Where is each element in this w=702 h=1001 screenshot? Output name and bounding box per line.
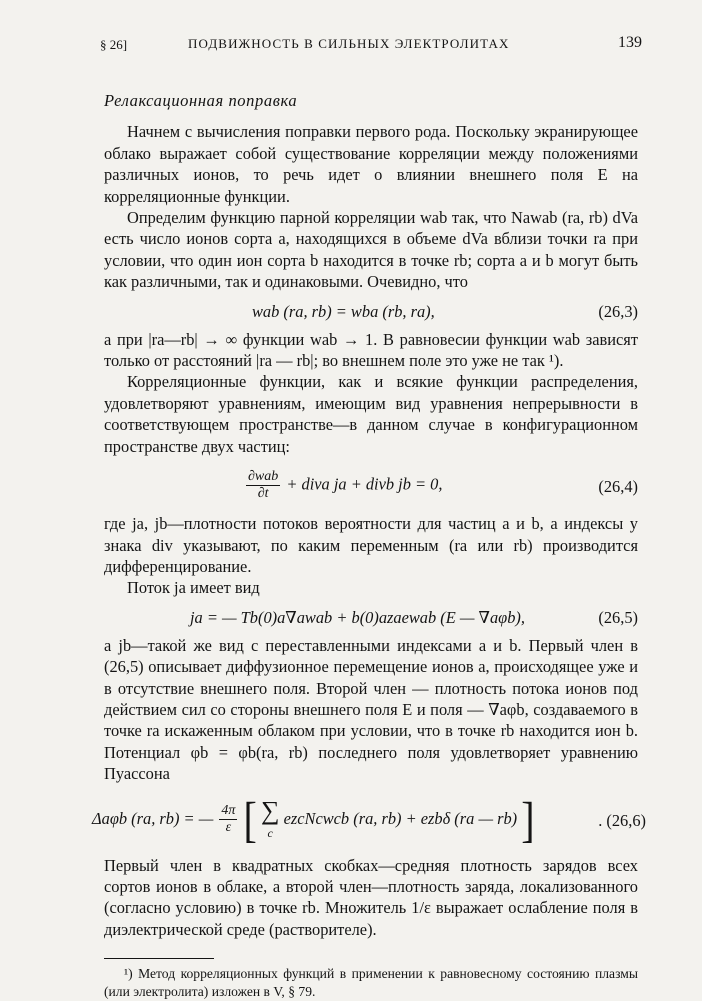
subheading: Релаксационная поправка: [104, 91, 298, 110]
equation-26-5: [104, 605, 638, 629]
equation-26-4: [104, 463, 638, 507]
equation-26-6-body: [92, 790, 535, 848]
equation-26-6-fraction: [219, 803, 237, 836]
equation-26-3-body: wab (ra, rb) = wba (rb, ra),: [252, 301, 435, 321]
section-label: § 26]: [100, 37, 128, 52]
paragraph-3: а при |ra—rb| → ∞ функции wab → 1. В равновесии функции wab зависят только от расстояний |ra — rb|; во внешнем поле это уже не так ¹).: [104, 329, 638, 371]
equation-26-4-rest: + diva ja + divb jb = 0,: [286, 474, 443, 494]
footnote-rule: [104, 958, 214, 959]
running-title: ПОДВИЖНОСТЬ В СИЛЬНЫХ ЭЛЕКТРОЛИТАХ: [188, 36, 510, 51]
equation-26-6-inner: ezcNcwcb (ra, rb) + ezbδ (ra — rb): [283, 808, 518, 828]
paragraph-7: а jb—такой же вид с переставленными индексами a и b. Первый член в (26,5) описывает диффузионное перемещение ионов a, происходящее уже и в отсутствие внешнего поля. Второй член — плотность потока ионов под действием сил со стороны внешнего поля E и поля — ∇aφb, создаваемого в точке ra искаженным облаком при условии, что в точке rb находится ион b. Потенциал φb = φb(ra, rb) последнего поля удовлетворяет уравнению Пуассона: [104, 635, 638, 784]
equation-26-6-number: . (26,6): [598, 810, 646, 830]
fraction-denominator: ∂t: [257, 486, 269, 502]
running-header: [100, 22, 642, 52]
paragraph-5: где ja, jb—плотности потоков вероятности для частиц a и b, а индексы у знака div указывают, по каким переменным (ra или rb) производится дифференцирование.: [104, 514, 638, 576]
sum-index: c: [267, 825, 273, 840]
paragraph-4: Корреляционные функции, как и всякие функции распределения, удовлетворяют уравнениям, имеющим вид уравнения непрерывности в соответствующем пространстве—в данном случае в конфигурационном пространстве двух частиц:: [104, 372, 638, 456]
equation-26-6: [92, 790, 646, 848]
fraction-numerator: 4π: [221, 803, 236, 819]
fraction-denominator: ε: [225, 820, 232, 836]
paragraph-2: Определим функцию парной корреляции wab так, что Nawab (ra, rb) dVa есть число ионов сорта a, находящихся в объеме dVa вблизи точки ra при условии, что один ион сорта b находится в точке rb; сорта a и b могут быть как различными, так и одинаковыми. Очевидно, что: [104, 208, 638, 292]
equation-26-6-lhs: Δaφb (ra, rb) = —: [92, 808, 214, 828]
sum-sign: [260, 795, 280, 842]
equation-26-3: [104, 299, 638, 323]
paragraph-6: Поток ja имеет вид: [127, 578, 260, 598]
footnote: ¹) Метод корреляционных функций в применении к равновесному состоянию плазмы (или электролита) изложен в V, § 79.: [104, 966, 638, 1000]
left-bracket: [: [243, 790, 257, 848]
fraction-numerator: ∂wab: [248, 469, 279, 485]
page: [92, 22, 646, 1001]
equation-26-4-number: (26,4): [598, 477, 638, 497]
equation-26-5-body: ja = — Tb(0)a∇awab + b(0)azaewab (E — ∇aφb),: [190, 607, 525, 627]
equation-26-5-number: (26,5): [598, 607, 638, 627]
equation-26-4-fraction: [246, 469, 280, 502]
page-number: 139: [618, 34, 642, 51]
paragraph-1: Начнем с вычисления поправки первого рода. Поскольку экранирующее облако выражает собой существование корреляции между положениями различных ионов, то речь идет о влиянии внешнего поля E на корреляционные функции.: [104, 122, 638, 206]
right-bracket: ]: [521, 790, 535, 848]
equation-26-4-body: [244, 469, 442, 502]
paragraph-8: Первый член в квадратных скобках—средняя плотность зарядов всех сортов ионов в облаке, а второй член—плотность заряда, локализованного (согласно условию) в точке rb. Множитель 1/ε выражает ослабление поля в диэлектрической среде (растворителе).: [104, 855, 638, 939]
sigma-symbol: ∑: [260, 795, 280, 825]
equation-26-3-number: (26,3): [598, 301, 638, 321]
